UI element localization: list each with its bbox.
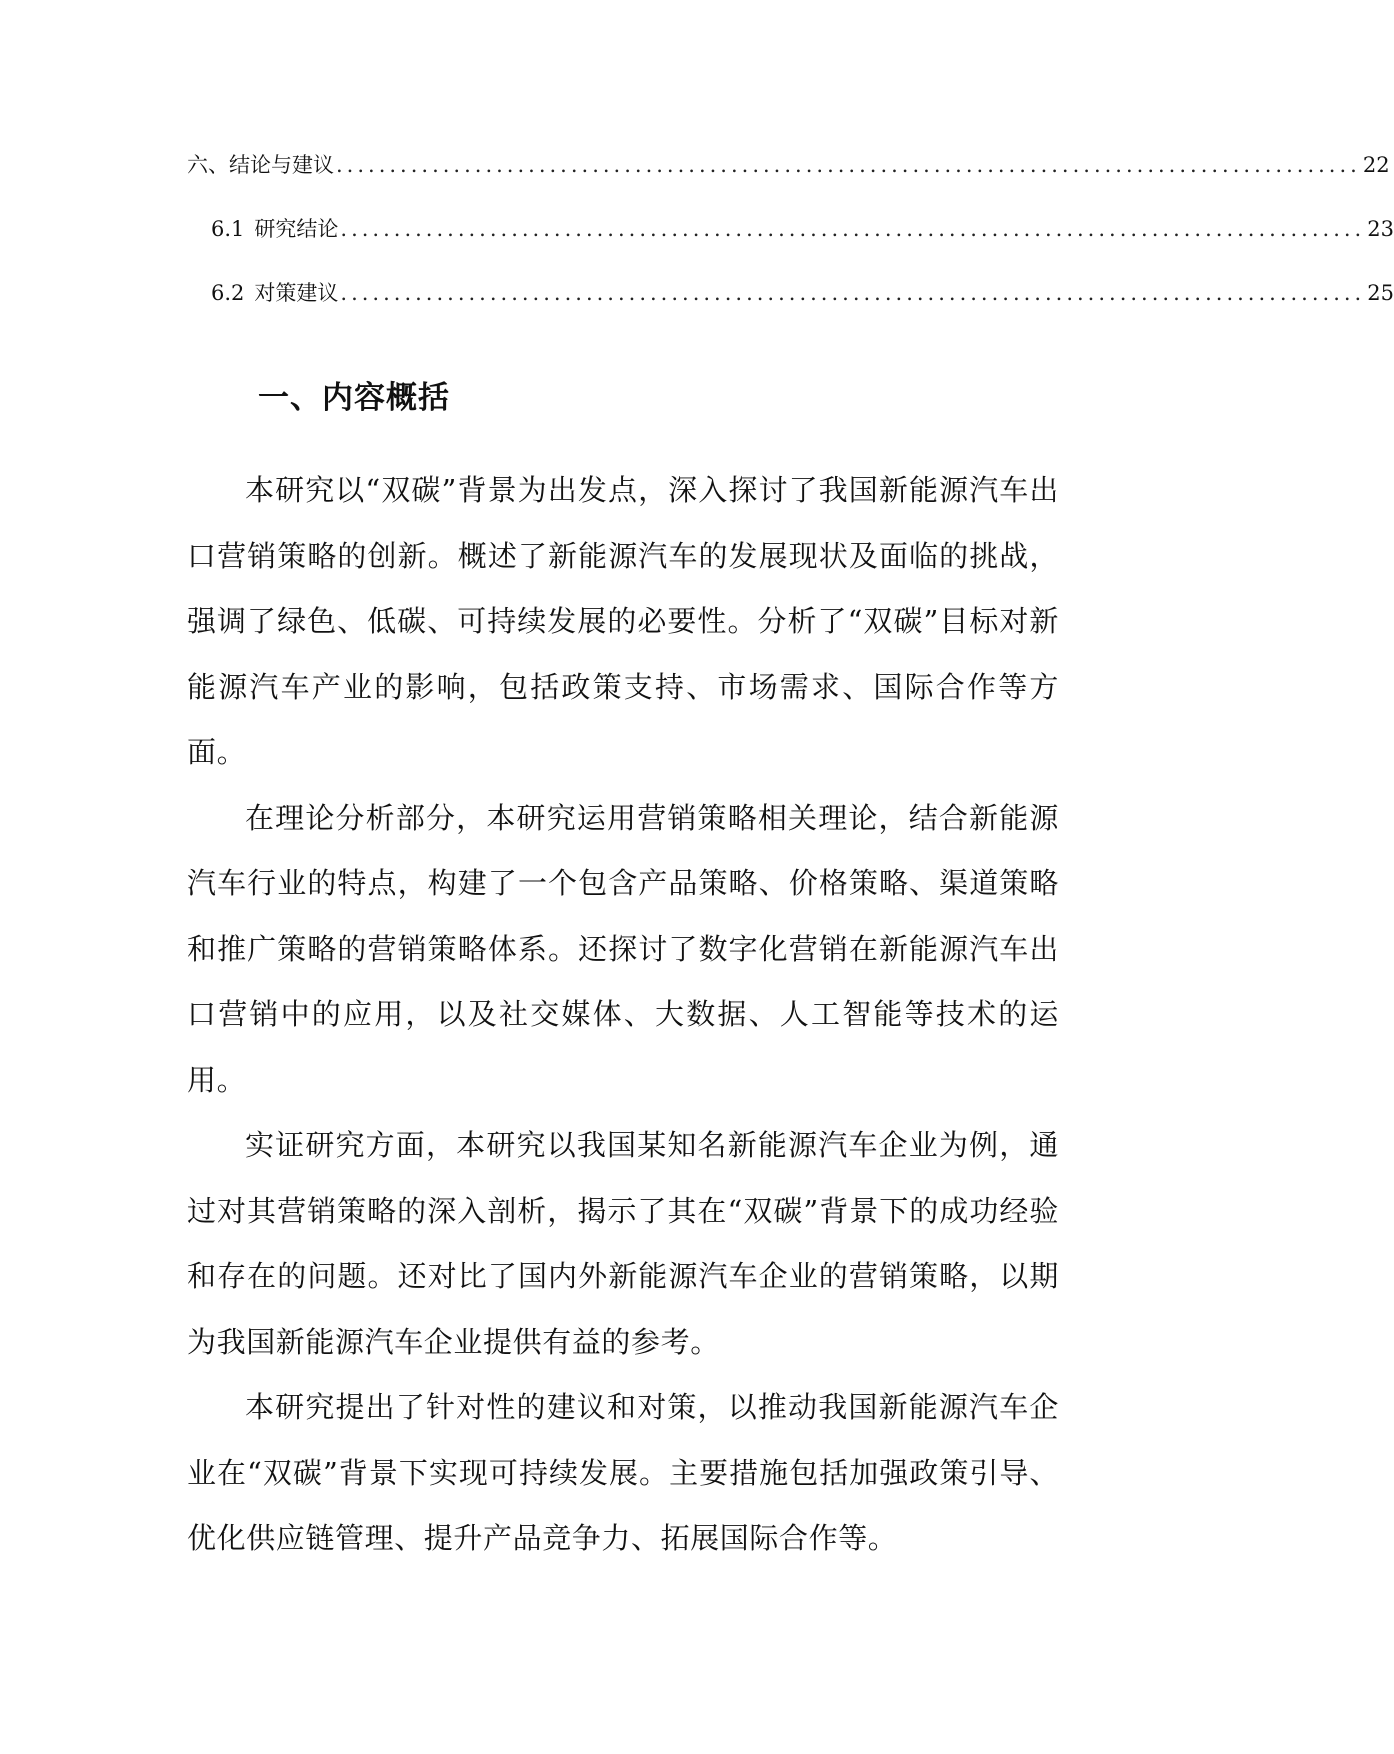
paragraph-empirical: 实证研究方面，本研究以我国某知名新能源汽车企业为例，通过对其营销策略的深入剖析，揭示了其在“双碳”背景下的成功经验和存在的问题。还对比了国内外新能源汽车企业的营销策略，以期为我国新能源汽车企业提供有益的参考。 — [187, 1128, 1059, 1359]
toc-leader-dots: ................................................................................................ — [340, 217, 1366, 241]
toc-entry-text: 对策建议 — [254, 281, 339, 305]
toc-entry-label — [211, 212, 338, 246]
toc-page-number: 22 — [1362, 153, 1390, 177]
paragraph-recommendations: 本研究提出了针对性的建议和对策，以推动我国新能源汽车企业在“双碳”背景下实现可持续发展。主要措施包括加强政策引导、优化供应链管理、提升产品竞争力、拓展国际合作等。 — [187, 1390, 1059, 1555]
paragraph-overview: 本研究以“双碳”背景为出发点，深入探讨了我国新能源汽车出口营销策略的创新。概述了新能源汽车的发展现状及面临的挑战，强调了绿色、低碳、可持续发展的必要性。分析了“双碳”目标对新能源汽车产业的影响，包括政策支持、市场需求、国际合作等方面。 — [187, 473, 1059, 769]
toc-entry-research-conclusions[interactable] — [187, 212, 1394, 246]
toc-page-number: 25 — [1367, 281, 1394, 305]
toc-entry-number: 6.1 — [211, 217, 245, 241]
toc-entry-recommendations[interactable] — [187, 276, 1394, 310]
toc-entry-number: 六、 — [187, 153, 229, 177]
paragraph-theory: 在理论分析部分，本研究运用营销策略相关理论，结合新能源汽车行业的特点，构建了一个包含产品策略、价格策略、渠道策略和推广策略的营销策略体系。还探讨了数字化营销在新能源汽车出口营销中的应用，以及社交媒体、大数据、人工智能等技术的运用。 — [187, 800, 1059, 1097]
toc-entry-number: 6.2 — [211, 281, 245, 305]
toc-entry-text: 结论与建议 — [229, 153, 334, 177]
section-heading: 一、内容概括 — [258, 380, 450, 416]
toc-page-number: 23 — [1367, 217, 1394, 241]
toc-leader-dots: ................................................................................................ — [336, 153, 1361, 177]
toc-entry-conclusions[interactable] — [187, 148, 1390, 182]
section-body — [187, 458, 1059, 1572]
toc-entry-text: 研究结论 — [254, 217, 339, 241]
toc-entry-label — [187, 148, 334, 182]
toc-leader-dots: ................................................................................................ — [340, 281, 1366, 305]
table-of-contents — [187, 148, 1394, 340]
toc-entry-label — [211, 276, 338, 310]
